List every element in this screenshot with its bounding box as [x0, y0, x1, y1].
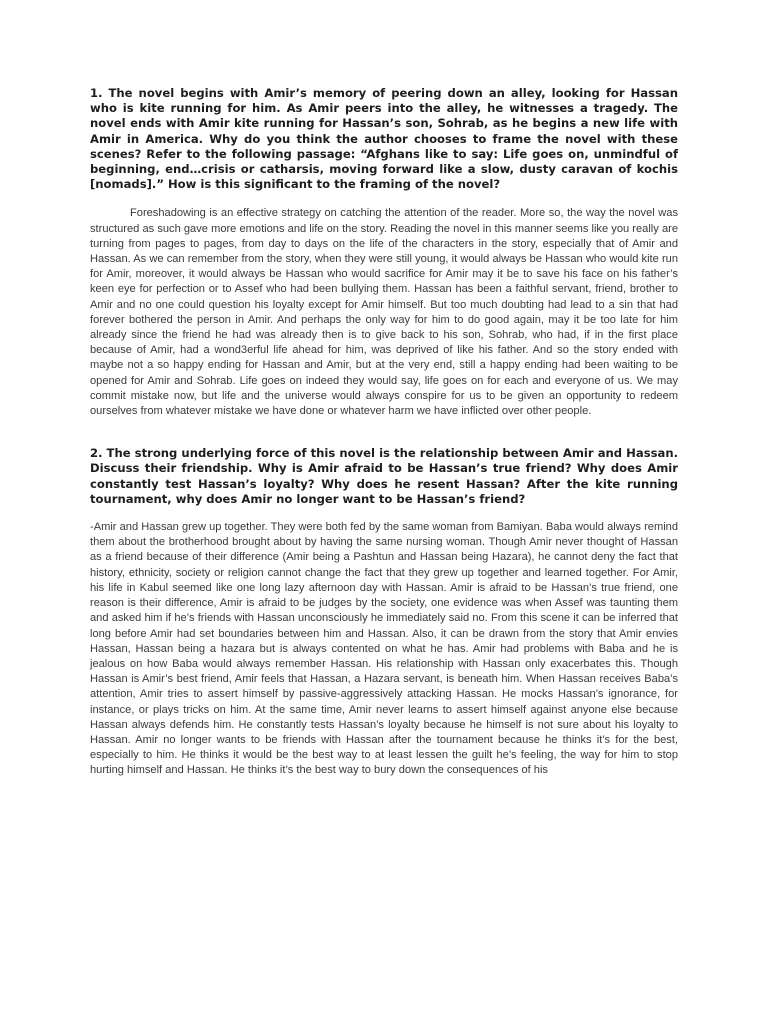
document-page [90, 86, 678, 779]
question-1: 1. The novel begins with Amir’s memory of peering down an alley, looking for Hassan who is kite running for him. As Amir peers into the alley, he witnesses a tragedy. The novel ends with Amir kite running for Hassan’s son, Sohrab, as he begins a new life with Amir in America. Why do you think the author chooses to frame the novel with these scenes? Refer to the following passage: “Afghans like to say: Life goes on, unmindful of beginning, end…crisis or catharsis, moving forward like a slow, dusty caravan of kochis [nomads].” How is this significant to the framing of the novel? [90, 86, 678, 192]
answer-2: -Amir and Hassan grew up together. They were both fed by the same woman from Bamiyan. Baba would always remind them about the brotherhood brought about by having the same nursing woman. Though Amir never thought of Hassan as a friend because of their difference (Amir being a Pashtun and Hassan being Hazara), he cannot deny the fact that history, ethnicity, society or religion cannot change the fact that they grew up together and learned together. For Amir, his life in Kabul seemed like one long lazy afternoon day with Hassan. Amir is afraid to be Hassan’s true friend, one reason is their difference, Amir is afraid to be judges by the society, one evidence was when Assef was taunting them and asked him if he’s friends with Hassan unconsciously he immediately said no. From this scene it can be inferred that long before Amir had set boundaries between him and Hassan. Also, it can be drawn from the story that Amir envies Hassan, Hassan being a hazara but is always contented on what he has. Amir had problems with Baba and he is jealous on how Baba would always remember Hassan. His relationship with Hassan only exacerbates this. Though Hassan is Amir’s best friend, Amir feels that Hassan, a Hazara servant, is beneath him. When Hassan receives Baba’s attention, Amir tries to assert himself by passive-aggressively attacking Hassan. He mocks Hassan’s ignorance, for instance, or plays tricks on him. At the same time, Amir never learns to assert himself against anyone else because Hassan always defends him. He constantly tests Hassan’s loyalty because he himself is not sure about his loyalty to Hassan. Amir no longer wants to be friends with Hassan after the tournament because he thinks it’s for the best, especially to him. He thinks it would be the best way to at least lessen the guilt he’s feeling, the way for him to stop hurting himself and Hassan. He thinks it’s the best way to bury down the consequences of his [90, 521, 678, 777]
question-2: 2. The strong underlying force of this novel is the relationship between Amir and Hassan. Discuss their friendship. Why is Amir afraid to be Hassan’s true friend? Why does Amir constantly test Hassan’s loyalty? Why does he resent Hassan? After the kite running tournament, why does Amir no longer want to be Hassan’s friend? [90, 446, 678, 506]
answer-1: Foreshadowing is an effective strategy on catching the attention of the reader. More so, the way the novel was structured as such gave more emotions and life on the story. Reading the novel in this manner seems like you really are turning from pages to pages, from day to days on the life of the characters in the story, especially that of Amir and Hassan. As we can remember from the story, when they were still young, it would always be Hassan who would kite run for Amir, moreover, it would always be Hassan who would sacrifice for Amir may it be to save his face on his father’s keen eye for perfection or to Assef who had been bullying them. Hassan has been a faithful servant, friend, brother to Amir and no one could question his loyalty except for Amir himself. But too much doubting had lead to a sin that had forever bothered the person in Amir. And perhaps the only way for him to do good again, may it be too late for him already since the friend he had was already then is to give back to his son, Sohrab, who had, if in the first place because of Amir, had a wond3erful life ahead for him, was deprived of like his father. And so the story ended with maybe not a so happy ending for Hassan and Amir, but at the very end, still a happy ending had been waiting to be opened for Amir and Sohrab. Life goes on indeed they would say, life goes on for each and everyone of us. We may commit mistake now, but life and the universe would always conspire for us to be given an opportunity to redeem ourselves from whatever mistake we have done or whatever harm we have inflicted over other people. [90, 207, 678, 418]
